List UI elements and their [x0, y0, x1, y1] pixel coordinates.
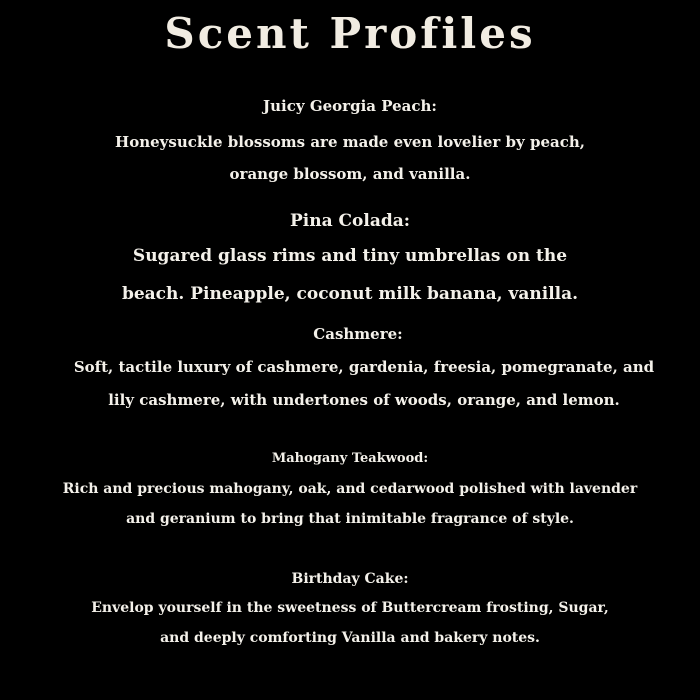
scent-name-birthday-cake: Birthday Cake: — [291, 571, 409, 587]
scent-name-pina-colada: Pina Colada: — [289, 211, 411, 231]
scent-description-line: Honeysuckle blossoms are made even lovelier by peach, — [115, 133, 585, 151]
scent-description-line: beach. Pineapple, coconut milk banana, vanilla. — [121, 284, 579, 304]
scent-description-line: and geranium to bring that inimitable fragrance of style. — [126, 511, 574, 527]
scent-description-line: Rich and precious mahogany, oak, and cedarwood polished with lavender — [62, 481, 638, 497]
scent-description-line: Sugared glass rims and tiny umbrellas on the — [132, 246, 568, 266]
scent-description-line: Soft, tactile luxury of cashmere, gardenia, freesia, pomegranate, and — [73, 358, 655, 376]
scent-name-cashmere: Cashmere: — [313, 325, 403, 343]
scent-description-line: lily cashmere, with undertones of woods, orange, and lemon. — [108, 391, 620, 409]
scent-description-line: Envelop yourself in the sweetness of Buttercream frosting, Sugar, — [91, 600, 609, 616]
page-title: Scent Profiles — [164, 9, 536, 58]
scent-name-juicy-georgia-peach: Juicy Georgia Peach: — [263, 97, 437, 115]
scent-name-mahogany-teakwood: Mahogany Teakwood: — [271, 451, 429, 466]
scent-description-line: and deeply comforting Vanilla and bakery notes. — [160, 630, 540, 646]
scent-description-line: orange blossom, and vanilla. — [229, 165, 471, 183]
